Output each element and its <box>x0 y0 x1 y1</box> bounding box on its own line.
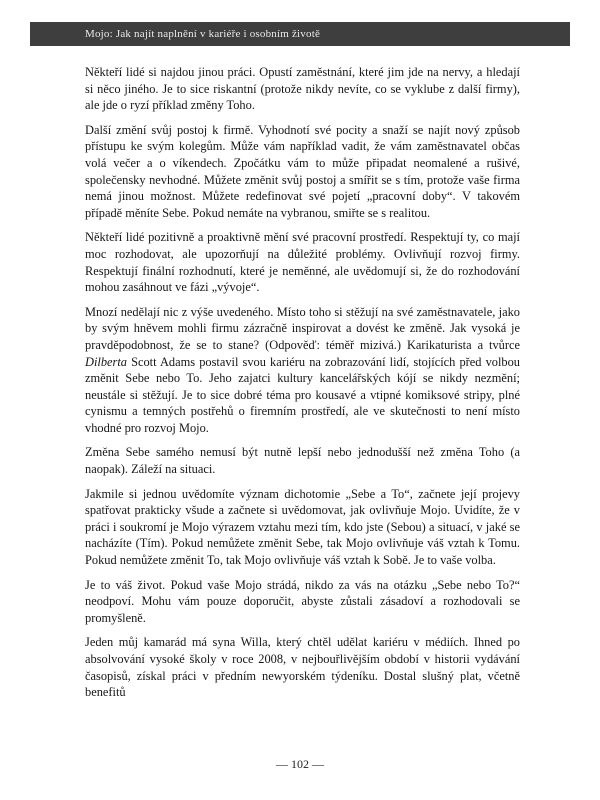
paragraph-8: Jeden můj kamarád má syna Willa, který chtěl udělat kariéru v médiích. Ihned po absolvování vysoké školy v roce 2008, v nejbouřlivějším období v historii vydávání časopisů, získal práci v předním newyorském týdeníku. Dostal slušný plat, včetně benefitů <box>85 635 520 700</box>
page-number: — 102 — <box>276 757 324 771</box>
paragraph-4-run-1: Mnozí nedělají nic z výše uvedeného. Místo toho si stěžují na své zaměstnavatele, jako by svým hněvem mohli firmu zázračně inspirovat a dovést ke změně. Jak vysoká je pravděpodobnost, že se to stane? (Odpověď: téměř mizivá.) Karikaturista a tvůrce <box>85 304 520 352</box>
paragraph-4 <box>85 304 520 437</box>
paragraph-1: Někteří lidé si najdou jinou práci. Opustí zaměstnání, které jim jde na nervy, a hledají si něco jiného. Je to sice riskantní (protože nikdy nevíte, co se vyklube z další firmy), ale jde o ryzí příklad změny Toho. <box>85 65 520 113</box>
paragraph-6: Jakmile si jednou uvědomíte význam dichotomie „Sebe a To“, začnete její projevy spatřovat prakticky všude a začnete si uvědomovat, jak ovlivňuje Mojo. Uvidíte, že v práci i soukromí je Mojo výrazem vztahu mezi tím, kdo jste (Sebou) a situací, v jaké se nacházíte (Tím). Pokud nemůžete změnit Sebe, tak Mojo ovlivňuje váš vztah k Tomu. Pokud nemůžete změnit To, tak Mojo ovlivňuje váš vztah k Sobě. Je to vaše volba. <box>85 486 520 568</box>
paragraph-4-run-3: Scott Adams postavil svou kariéru na zobrazování lidí, stojících před volbou změnit Sebe nebo To. Jeho zajatci kultury kancelářských kójí se nikdy nezmění; neustále si stěžují. Je to sice dobré téma pro kousavé a vtipné komiksové stripy, plné cynismu a temných postřehů o firemním prostředí, ale ve skutečnosti to není místo vhodné pro rozvoj Mojo. <box>85 354 520 435</box>
paragraph-7: Je to váš život. Pokud vaše Mojo strádá, nikdo za vás na otázku „Sebe nebo To?“ neodpoví. Mohu vám pouze doporučit, abyste zůstali zásadoví a rozhodovali se promyšleně. <box>85 577 520 625</box>
page-content <box>85 64 520 709</box>
book-title: Mojo: Jak najít naplnění v kariéře i osobním životě <box>85 28 321 40</box>
book-header-bar <box>30 22 570 46</box>
paragraph-3: Někteří lidé pozitivně a proaktivně mění své pracovní prostředí. Respektují ty, co mají moc rozhodovat, ale upozorňují na důležité problémy. Ovlivňují rozvoj firmy. Respektují finální rozhodnutí, které je neměnné, ale uvědomují si, že do rozhodování mohou zasáhnout ve fázi „vývoje“. <box>85 230 520 295</box>
paragraph-4-book-title-italic: Dilberta <box>85 354 127 369</box>
paragraph-2: Další změní svůj postoj k firmě. Vyhodnotí své pocity a snaží se najít nový způsob přístupu ke svým kolegům. Může vám například vadit, že vám zaměstnavatel občas volá večer a o víkendech. Zpočátku vám to může připadat neomalené a rušivé, společensky nevhodné. Můžete změnit svůj postoj a smířit se s tím, protože vaše firma nemá jinou možnost. Můžete redefinovat své pojetí „pracovní doby“. V takovém případě měníte Sebe. Pokud nemáte na vybranou, smiřte se s realitou. <box>85 122 520 220</box>
paragraph-5: Změna Sebe samého nemusí být nutně lepší nebo jednodušší než změna Toho (a naopak). Záleží na situaci. <box>85 445 520 477</box>
